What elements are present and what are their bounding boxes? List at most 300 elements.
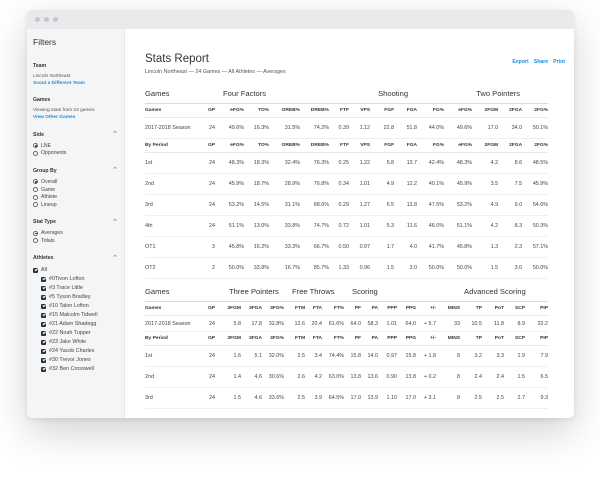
stat-cell: FT% [322,332,344,346]
stat-cell: TP [460,332,482,346]
stat-cell: 50.0% [522,258,548,279]
stat-cell: 0.97 [349,237,370,258]
row-label-cell: Games [145,302,201,316]
stat-type-section [33,219,118,245]
stat-cell: DREB% [300,104,329,118]
stat-cell: 58.3 [361,316,378,332]
athlete-checkbox[interactable] [33,302,118,311]
report-actions [512,59,565,65]
stat-cell: TO% [244,104,269,118]
athlete-name: #21 Adam Shadegg [49,321,97,328]
stat-cell: 1.22 [349,153,370,174]
athletes-heading-label: Athletes [33,255,54,262]
column-header-row [145,104,548,118]
team-name: Lincoln Northeast [33,74,71,79]
stat-cell: 57.1% [522,237,548,258]
radio-empty-icon[interactable] [33,151,38,156]
stat-cell: 16.2% [244,237,269,258]
checkbox-checked-icon[interactable] [41,358,46,363]
scoring-table [145,287,548,409]
stat-cell: 53.2% [215,195,244,216]
stat-cell: 24 [201,174,215,195]
filters-title: Filters [33,37,57,47]
period-row [145,367,548,388]
stat-cell: 74.4% [322,346,344,367]
stat-cell: 24 [201,153,215,174]
group-free-throws: Free Throws [284,287,344,302]
athletes-section [33,255,118,374]
stat-cell: 0.34 [329,174,349,195]
print-link[interactable]: Print [553,59,565,65]
stat-cell: 1.5 [504,367,525,388]
athlete-name: #15 Malcolm Tidwell [49,312,98,319]
scoring-body [145,302,548,409]
group-games: Games [145,287,215,302]
stat-cell: +/- [416,302,436,316]
checkbox-checked-icon[interactable] [41,313,46,318]
stat-cell: 1.01 [378,316,397,332]
stat-cell: TP [460,302,482,316]
stat-cell: 32.8% [262,316,284,332]
chevron-up-icon[interactable]: ⌃ [112,254,118,262]
stat-cell: 50.0% [417,258,444,279]
radio-option-label: LNE [41,142,52,149]
stat-cell: FGA [394,104,417,118]
athlete-checkbox[interactable] [33,347,118,356]
stat-cell: 13.8 [394,195,417,216]
side-section [33,131,118,157]
window-minimize-dot[interactable] [44,17,49,22]
stat-cell: 17.0 [397,388,416,409]
stat-cell: 8 [436,367,460,388]
row-label-cell: 3rd [145,195,201,216]
stat-cell: 11.8 [482,316,504,332]
stat-cell: + 3.1 [416,388,436,409]
checkbox-checked-icon[interactable] [33,268,38,273]
games-section [33,97,118,121]
stat-cell: 2 [201,258,215,279]
stat-cell: 1.9 [504,346,525,367]
stat-cell: 2FGM [472,104,498,118]
stat-cell: GP [201,104,215,118]
page-title: Stats Report [145,53,209,65]
stat-cell: 8 [436,388,460,409]
stat-cell: 32.4% [269,153,300,174]
stat-cell: 3.9 [305,388,322,409]
checkbox-checked-icon[interactable] [41,367,46,372]
stat-cell: 50.0% [444,258,472,279]
radio-option-label: Athlete [41,194,58,201]
stat-cell: FTM [284,302,305,316]
stat-cell: PA [361,332,378,346]
export-link[interactable]: Export [512,59,529,65]
stat-cell: 51.1% [444,216,472,237]
stat-cell: 2.4 [482,367,504,388]
checkbox-checked-icon[interactable] [41,322,46,327]
row-label-cell: 1st [145,346,201,367]
games-count-text: Viewing stats from 24 games [33,108,95,113]
athlete-name: #30 Trevor Jones [49,357,91,364]
stat-cell: 45.8% [444,237,472,258]
stat-cell: 16.7% [269,258,300,279]
stat-cell: 5.8 [370,153,394,174]
stat-cell: 2.5 [284,388,305,409]
group-by-heading-label: Group By [33,167,57,174]
stat-cell: 61.6% [322,316,344,332]
stat-cell: 24 [201,118,215,139]
athlete-name: #32 Ben Crosswell [49,366,94,373]
stat-cell: 11.6 [394,216,417,237]
athlete-checkbox[interactable] [33,329,118,338]
stat-cell: 4.9 [370,174,394,195]
row-label-cell: 3rd [145,388,201,409]
stat-cell: eFG% [444,104,472,118]
radio-option-opponents[interactable] [33,150,118,158]
checkbox-checked-icon[interactable] [41,349,46,354]
row-label-cell: Games [145,104,201,118]
stat-cell: 49.6% [444,118,472,139]
stat-cell: 3.3 [482,346,504,367]
group-by-heading[interactable] [33,167,118,174]
checkbox-checked-icon[interactable] [41,277,46,282]
stat-cell: 64.5% [322,388,344,409]
chevron-up-icon[interactable]: ⌃ [112,218,118,226]
checkbox-checked-icon[interactable] [41,286,46,291]
radio-selected-icon[interactable] [33,231,38,236]
stat-cell: 33 [436,316,460,332]
checkbox-checked-icon[interactable] [41,304,46,309]
stat-cell: 68.6% [300,195,329,216]
group-three-pointers: Three Pointers [215,287,284,302]
athlete-checkbox[interactable] [33,338,118,347]
stat-cell: 8.3 [498,216,522,237]
stat-cell: PIP [525,302,548,316]
stat-cell: 51.8 [394,118,417,139]
stat-cell: 66.7% [300,237,329,258]
stat-cell: 2FGA [498,139,522,153]
stat-type-heading[interactable] [33,219,118,226]
group-shooting: Shooting [370,89,472,104]
main-content [125,29,574,418]
radio-empty-icon[interactable] [33,187,38,192]
radio-option-label: Averages [41,230,63,237]
period-row [145,237,548,258]
stat-cell: FTA [305,332,322,346]
radio-empty-icon[interactable] [33,202,38,207]
page-subtitle: Lincoln Northeast — 24 Games — All Athletes — Averages [145,69,286,75]
season-row [145,316,548,332]
period-row [145,258,548,279]
athlete-name: #24 Yacob Charles [49,348,95,355]
stat-cell: 22.8 [370,118,394,139]
table-group-header [145,89,548,104]
stat-cell: 1.01 [349,216,370,237]
radio-selected-icon[interactable] [33,179,38,184]
stat-cell: 3.5 [472,174,498,195]
stat-cell: eFG% [215,139,244,153]
stat-cell: 42.4% [417,153,444,174]
stat-cell: 24 [201,367,215,388]
app-window [27,10,574,418]
athlete-name: #23 Jake White [49,339,87,346]
stat-cell: + 0.2 [416,367,436,388]
stat-cell: FGF [370,104,394,118]
athlete-all-checkbox[interactable] [33,266,118,275]
stat-cell: SCP [504,332,525,346]
stat-cell: 4.2 [472,153,498,174]
radio-option-lineup[interactable] [33,201,118,209]
stat-cell: 3.2 [460,346,482,367]
row-label-cell: By Period [145,139,201,153]
stat-cell: 1.01 [349,174,370,195]
athlete-name: #22 Noah Tupper [49,330,91,337]
stat-cell: 3.0 [394,258,417,279]
stat-cell: 1.27 [349,195,370,216]
stat-type-heading-label: Stat Type [33,219,56,226]
stat-cell: 4.6 [241,367,262,388]
stat-cell: PPG [397,302,416,316]
stat-cell: 0.97 [378,346,397,367]
stat-cell: 2.3 [498,237,522,258]
radio-option-lne[interactable] [33,142,118,150]
stat-cell: 24 [201,195,215,216]
stat-cell: 33.3% [269,237,300,258]
stat-cell: 7.9 [525,346,548,367]
period-header-row [145,139,548,153]
stat-cell: 9.0 [498,195,522,216]
stat-cell: 20.4 [305,316,322,332]
stat-cell: 4.6 [241,388,262,409]
stat-cell: 48.5% [522,153,548,174]
period-row [145,216,548,237]
radio-option-label: Opponents [41,150,67,157]
window-titlebar [27,10,574,29]
stat-cell: 50.3% [522,216,548,237]
stat-cell: 50.1% [522,118,548,139]
stat-cell: 24 [201,216,215,237]
chevron-up-icon[interactable]: ⌃ [112,167,118,175]
stat-cell: SCP [504,302,525,316]
stat-cell: 2.4 [460,367,482,388]
four-factors-body [145,104,548,279]
stat-cell: 6.5 [525,367,548,388]
side-heading[interactable] [33,131,118,138]
stat-cell: 0.50 [329,237,349,258]
row-label-cell: 2nd [145,174,201,195]
radio-option-totals[interactable] [33,237,118,245]
period-row [145,174,548,195]
stat-cell: 14.5% [244,195,269,216]
stat-cell: 2.5 [284,346,305,367]
season-row [145,118,548,139]
stat-cell: eFG% [215,104,244,118]
column-header-row [145,302,548,316]
stat-cell: 32.0% [262,346,284,367]
checkbox-checked-icon[interactable] [41,331,46,336]
team-section [33,63,118,87]
group-two-pointers: Two Pointers [472,89,548,104]
stat-cell: 49.6% [215,118,244,139]
stat-cell: 8 [436,346,460,367]
athlete-checkbox[interactable] [33,356,118,365]
radio-option-overall[interactable] [33,178,118,186]
stat-cell: 13.6 [361,367,378,388]
stat-cell: 14.0 [361,346,378,367]
stat-cell: 2FGM [472,139,498,153]
athlete-name: #10 Talon Lofton [49,303,89,310]
stat-cell: 13.9 [361,388,378,409]
radio-option-label: Overall [41,178,58,185]
stat-cell: VPS [349,104,370,118]
stat-cell: OREB% [269,139,300,153]
stat-cell: 76.3% [300,153,329,174]
radio-option-label: Lineup [41,201,57,208]
stat-cell: 2FG% [522,104,548,118]
stat-cell: 0.72 [329,216,349,237]
stat-cell: FTF [329,104,349,118]
stat-cell: 30.6% [262,367,284,388]
athlete-list [33,275,118,374]
radio-option-label: Totals [41,237,55,244]
stat-cell: 48.3% [215,153,244,174]
share-link[interactable]: Share [533,59,549,65]
stat-cell: + 1.8 [416,346,436,367]
stat-cell: 2.6 [284,367,305,388]
stat-cell: 4.0 [394,237,417,258]
athlete-checkbox[interactable] [33,311,118,320]
stat-cell: 1.6 [215,346,241,367]
stat-cell: 5.3 [370,216,394,237]
window-zoom-dot[interactable] [53,17,58,22]
stat-cell: VPS [349,139,370,153]
radio-empty-icon[interactable] [33,195,38,200]
stat-cell: 3FGM [215,332,241,346]
stat-cell: 33.8% [244,258,269,279]
table-group-header [145,287,548,302]
stat-cell: 0.25 [329,153,349,174]
row-label-cell: 2017-2018 Season [145,118,201,139]
stat-cell: FTA [305,302,322,316]
stat-cell: PIP [525,332,548,346]
stat-cell: DREB% [300,139,329,153]
athlete-checkbox[interactable] [33,275,118,284]
stat-cell: 7.5 [498,174,522,195]
stat-cell: 47.5% [417,195,444,216]
athletes-heading[interactable] [33,255,118,262]
stat-cell: 1.4 [215,367,241,388]
stat-cell: PoT [482,332,504,346]
stat-cell: +/- [416,332,436,346]
stat-cell: FGF [370,139,394,153]
stat-cell: 0.90 [378,367,397,388]
stat-cell: 45.9% [444,174,472,195]
stat-cell: 12.2 [394,174,417,195]
stat-cell: GP [201,332,215,346]
athlete-checkbox[interactable] [33,284,118,293]
stat-cell: 8.9 [504,316,525,332]
stat-cell: 40.1% [417,174,444,195]
window-close-dot[interactable] [35,17,40,22]
stat-cell: GP [201,302,215,316]
radio-option-averages[interactable] [33,230,118,238]
stat-cell: 3 [201,237,215,258]
stat-cell: eFG% [444,139,472,153]
stat-cell: OREB% [269,104,300,118]
stat-cell: 13.8 [397,367,416,388]
stat-cell: FTM [284,332,305,346]
stat-cell: 4.2 [472,216,498,237]
chevron-up-icon[interactable]: ⌃ [112,131,118,138]
scout-team-link[interactable]: Scout a Different Team [33,81,85,86]
row-label-cell: 2017-2018 Season [145,316,201,332]
stat-cell: 46.0% [417,216,444,237]
stat-cell: PF [344,302,361,316]
stat-cell: 4.9 [472,195,498,216]
period-row [145,153,548,174]
radio-option-athlete[interactable] [33,193,118,201]
stat-cell: 1.3 [472,237,498,258]
row-label-cell: 4th [145,216,201,237]
athlete-checkbox[interactable] [33,293,118,302]
games-heading [33,97,118,103]
stat-cell: 45.9% [522,174,548,195]
stat-cell: 32.2 [525,316,548,332]
stat-cell: 45.9% [215,174,244,195]
period-header-row [145,332,548,346]
stat-cell: 3FGM [215,302,241,316]
athlete-checkbox[interactable] [33,320,118,329]
stat-cell: PA [361,302,378,316]
stat-cell: PoT [482,302,504,316]
stat-cell: FG% [417,139,444,153]
radio-option-game[interactable] [33,186,118,194]
stat-cell: 3FGA [241,302,262,316]
stat-cell: 10.5 [460,316,482,332]
stat-cell: 1.33 [329,258,349,279]
row-label-cell: OT1 [145,237,201,258]
stat-cell: 15.8 [397,346,416,367]
athlete-checkbox[interactable] [33,365,118,374]
team-heading-label: Team [33,63,47,69]
stat-cell: 24 [201,316,215,332]
row-label-cell: 2nd [145,367,201,388]
stat-cell: 41.7% [417,237,444,258]
stat-cell: 1.5 [215,388,241,409]
stat-cell: 0.96 [349,258,370,279]
stat-cell: 0.39 [329,118,349,139]
group-advanced-scoring: Advanced Scoring [460,287,548,302]
stat-cell: 63.0% [322,367,344,388]
radio-empty-icon[interactable] [33,238,38,243]
checkbox-checked-icon[interactable] [41,340,46,345]
stat-cell: 5.8 [215,316,241,332]
view-other-games-link[interactable]: View Other Games [33,115,76,120]
stat-cell: 0.29 [329,195,349,216]
stat-cell: 2.5 [482,388,504,409]
group-four-factors: Four Factors [215,89,370,104]
athlete-name: #3 Trace Little [49,285,83,292]
stat-cell: 1.5 [370,258,394,279]
stat-cell: 33.8% [269,216,300,237]
athlete-name: #0Tivon Lofton [49,276,85,283]
stat-cell: 1.10 [378,388,397,409]
stat-cell: 54.6% [522,195,548,216]
radio-selected-icon[interactable] [33,143,38,148]
stat-cell: 3FGA [241,332,262,346]
checkbox-checked-icon[interactable] [41,295,46,300]
row-label-cell: OT2 [145,258,201,279]
stat-cell: 1.12 [349,118,370,139]
